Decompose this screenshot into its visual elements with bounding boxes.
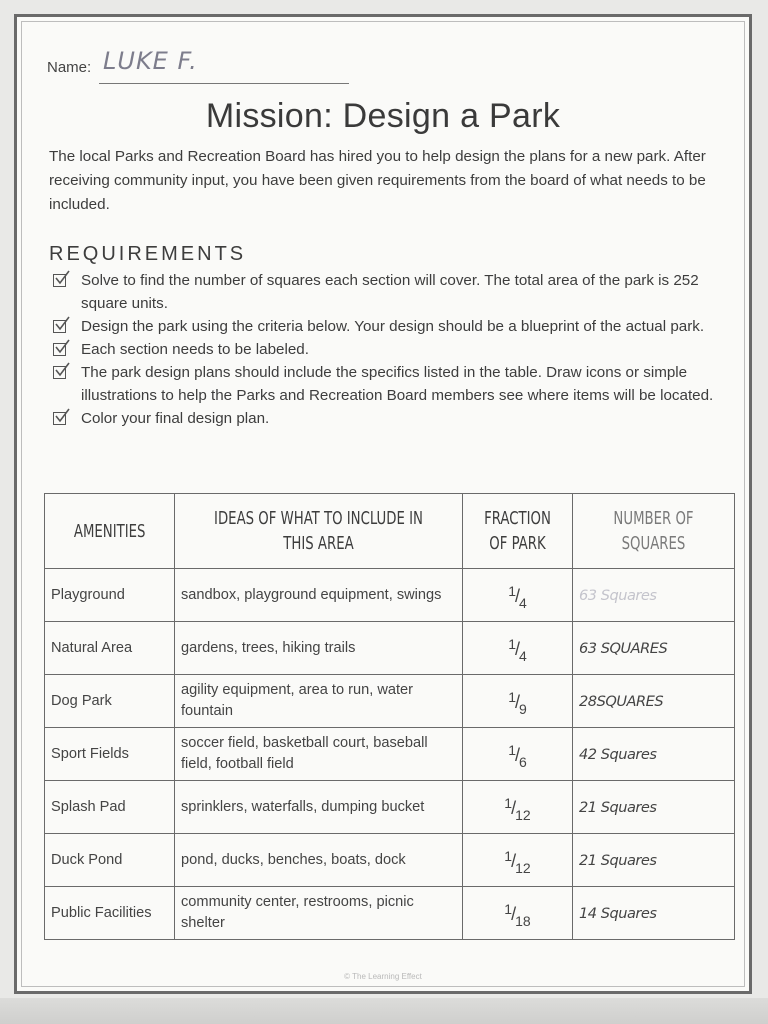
fraction-denominator: 4 [519, 647, 527, 664]
fraction-numerator: 1 [504, 794, 513, 811]
table-header-row [45, 494, 735, 569]
copyright-footer: © The Learning Effect [344, 972, 422, 981]
fraction-cell: $^1/_{12}$ [463, 781, 573, 834]
squares-cell: 21 Squares [573, 781, 735, 834]
ideas-cell: soccer field, basketball court, baseball field, football field [175, 728, 463, 781]
header-ideas: IDEAS OF WHAT TO INCLUDE IN THIS AREA [175, 494, 463, 569]
requirement-text: Each section needs to be labeled. [81, 341, 309, 358]
fraction-cell: $^1/_4$ [463, 622, 573, 675]
name-value: LUKE F. [103, 47, 198, 75]
checked-box-icon [53, 320, 66, 333]
fraction-numerator: 1 [504, 900, 513, 917]
name-label: Name: [47, 59, 92, 76]
table-row [45, 781, 735, 834]
ideas-cell: pond, ducks, benches, boats, dock [175, 834, 463, 887]
amenity-cell: Splash Pad [45, 781, 175, 834]
requirement-text: The park design plans should include the specifics listed in the table. Draw icons or simple illustrations to help the Parks and Recreation Board members see where items will be located. [81, 364, 714, 404]
fraction-denominator: 18 [515, 912, 531, 929]
squares-cell: 14 Squares [573, 887, 735, 940]
table-row [45, 728, 735, 781]
amenities-table [44, 493, 735, 940]
fraction-numerator: 1 [508, 741, 516, 758]
table-row [45, 887, 735, 940]
amenity-cell: Sport Fields [45, 728, 175, 781]
name-line [99, 83, 349, 84]
name-row [47, 43, 367, 77]
requirement-text: Solve to find the number of squares each section will cover. The total area of the park is 252 square units. [81, 272, 699, 312]
squares-cell: 21 Squares [573, 834, 735, 887]
squares-cell: 63 Squares [573, 569, 735, 622]
checked-box-icon [53, 343, 66, 356]
fraction-numerator: 1 [504, 847, 513, 864]
desk-surface [0, 998, 768, 1024]
requirement-item [51, 315, 727, 338]
ideas-cell: agility equipment, area to run, water fountain [175, 675, 463, 728]
requirements-list [51, 269, 727, 430]
table-row [45, 834, 735, 887]
fraction-cell: $^1/_{12}$ [463, 834, 573, 887]
amenity-cell: Playground [45, 569, 175, 622]
ideas-cell: sprinklers, waterfalls, dumping bucket [175, 781, 463, 834]
squares-cell: 63 SQUARES [573, 622, 735, 675]
table-row [45, 622, 735, 675]
page-title: Mission: Design a Park [205, 97, 561, 135]
ideas-cell: gardens, trees, hiking trails [175, 622, 463, 675]
checked-box-icon [53, 366, 66, 379]
requirement-item [51, 338, 727, 361]
requirement-item [51, 269, 727, 315]
header-number-of-squares: NUMBER OF SQUARES [573, 494, 735, 569]
requirements-heading: REQUIREMENTS [49, 243, 247, 265]
fraction-numerator: 1 [508, 582, 516, 599]
fraction-numerator: 1 [508, 635, 516, 652]
fraction-cell: $^1/_9$ [463, 675, 573, 728]
table-row [45, 569, 735, 622]
fraction-denominator: 6 [519, 753, 527, 770]
checked-box-icon [53, 412, 66, 425]
fraction-denominator: 12 [515, 806, 531, 823]
fraction-denominator: 4 [519, 594, 527, 611]
fraction-denominator: 9 [519, 700, 527, 717]
requirement-text: Design the park using the criteria below. Your design should be a blueprint of the actual park. [81, 318, 705, 335]
fraction-cell: $^1/_4$ [463, 569, 573, 622]
fraction-numerator: 1 [508, 688, 516, 705]
ideas-cell: sandbox, playground equipment, swings [175, 569, 463, 622]
checked-box-icon [53, 274, 66, 287]
requirement-text: Color your final design plan. [81, 410, 270, 427]
fraction-cell: $^1/_{18}$ [463, 887, 573, 940]
fraction-cell: $^1/_6$ [463, 728, 573, 781]
squares-cell: 42 Squares [573, 728, 735, 781]
amenity-cell: Public Facilities [45, 887, 175, 940]
table-row [45, 675, 735, 728]
ideas-cell: community center, restrooms, picnic shelter [175, 887, 463, 940]
fraction-denominator: 12 [515, 859, 531, 876]
squares-cell: 28SQUARES [573, 675, 735, 728]
header-amenities: AMENITIES [45, 494, 175, 569]
amenity-cell: Dog Park [45, 675, 175, 728]
amenity-cell: Natural Area [45, 622, 175, 675]
requirement-item [51, 361, 727, 407]
intro-paragraph: The local Parks and Recreation Board has hired you to help design the plans for a new park. After receiving community input, you have been given requirements from the board of what needs to be included. [49, 148, 706, 213]
amenity-cell: Duck Pond [45, 834, 175, 887]
header-fraction: FRACTION OF PARK [463, 494, 573, 569]
requirement-item [51, 407, 727, 430]
worksheet [14, 14, 752, 994]
